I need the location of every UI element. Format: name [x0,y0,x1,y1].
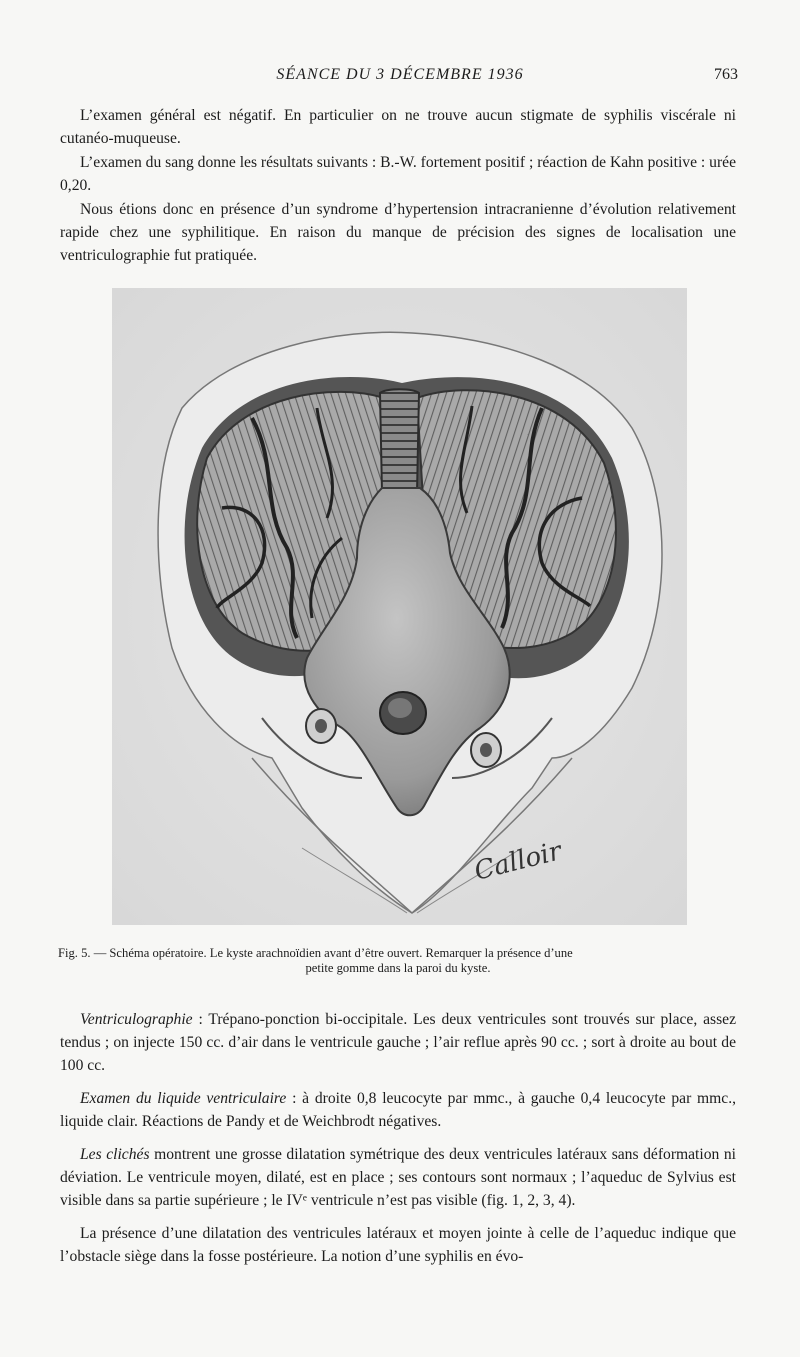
paragraph-hypertension: Nous étions donc en présence d’un syndrome d’hypertension intracranienne d’évolution relativement rapide chez une syphilitique. En raison du manque de précision des signes de localisation une ventriculographie fut pratiquée. [60,201,736,264]
paragraph-general-exam: L’examen général est négatif. En particulier on ne trouve aucun stigmate de syphilis viscérale ni cutanéo-muqueuse. [60,107,736,147]
caption-line-1: Fig. 5. — Schéma opératoire. Le kyste arachnoïdien avant d’être ouvert. Remarquer la présence d’une [58,946,573,960]
paragraph-blood-exam: L’examen du sang donne les résultats suivants : B.-W. fortement positif ; réaction de Kahn positive : urée 0,20. [60,154,736,194]
page-number: 763 [714,66,738,83]
svg-text:Calloir: Calloir [471,836,565,887]
paragraph-csf-exam [60,1087,736,1133]
text-radiographs: montrent une grosse dilatation symétrique des deux ventricules latéraux sans déformation ni déviation. Le ventricule moyen, dilaté, est en place ; ses contours sont normaux ; l’aqueduc de Sylvius est visible dans sa partie supérieure ; le IVᵉ ventricule n’est pas visible (fig. 1, 2, 3, 4). [60,1146,737,1209]
paragraph-conclusion: La présence d’une dilatation des ventricules latéraux et moyen jointe à celle de l’aqueduc indique que l’obstacle siège dans la fosse postérieure. La notion d’une syphilis en évo- [60,1225,736,1265]
surgical-illustration [112,288,687,925]
lead-ventriculography: Ventriculographie [80,1011,193,1028]
running-head: SÉANCE DU 3 DÉCEMBRE 1936 [276,66,524,83]
figure-caption [58,946,738,976]
body-text [60,1008,736,1268]
caption-line-2: petite gomme dans la paroi du kyste. [305,961,491,975]
intro-text [60,104,736,267]
text-csf-exam: : à droite 0,8 leucocyte par mmc., à gauche 0,4 leucocyte par mmc., liquide clair. Réactions de Pandy et de Weichbrodt négatives. [60,1090,736,1130]
text-ventriculography: : Trépano-ponction bi-occipitale. Les deux ventricules sont trouvés sur place, assez tendus ; on injecte 150 cc. d’air dans le ventricule gauche ; l’air reflue après 90 cc. ; sort à droite au bout de 100 cc. [60,1011,736,1074]
lead-csf-exam: Examen du liquide ventriculaire [80,1090,287,1107]
paragraph-ventriculography [60,1008,736,1077]
paragraph-radiographs [60,1143,736,1212]
lead-radiographs: Les clichés [80,1146,150,1163]
page-header [60,66,740,92]
